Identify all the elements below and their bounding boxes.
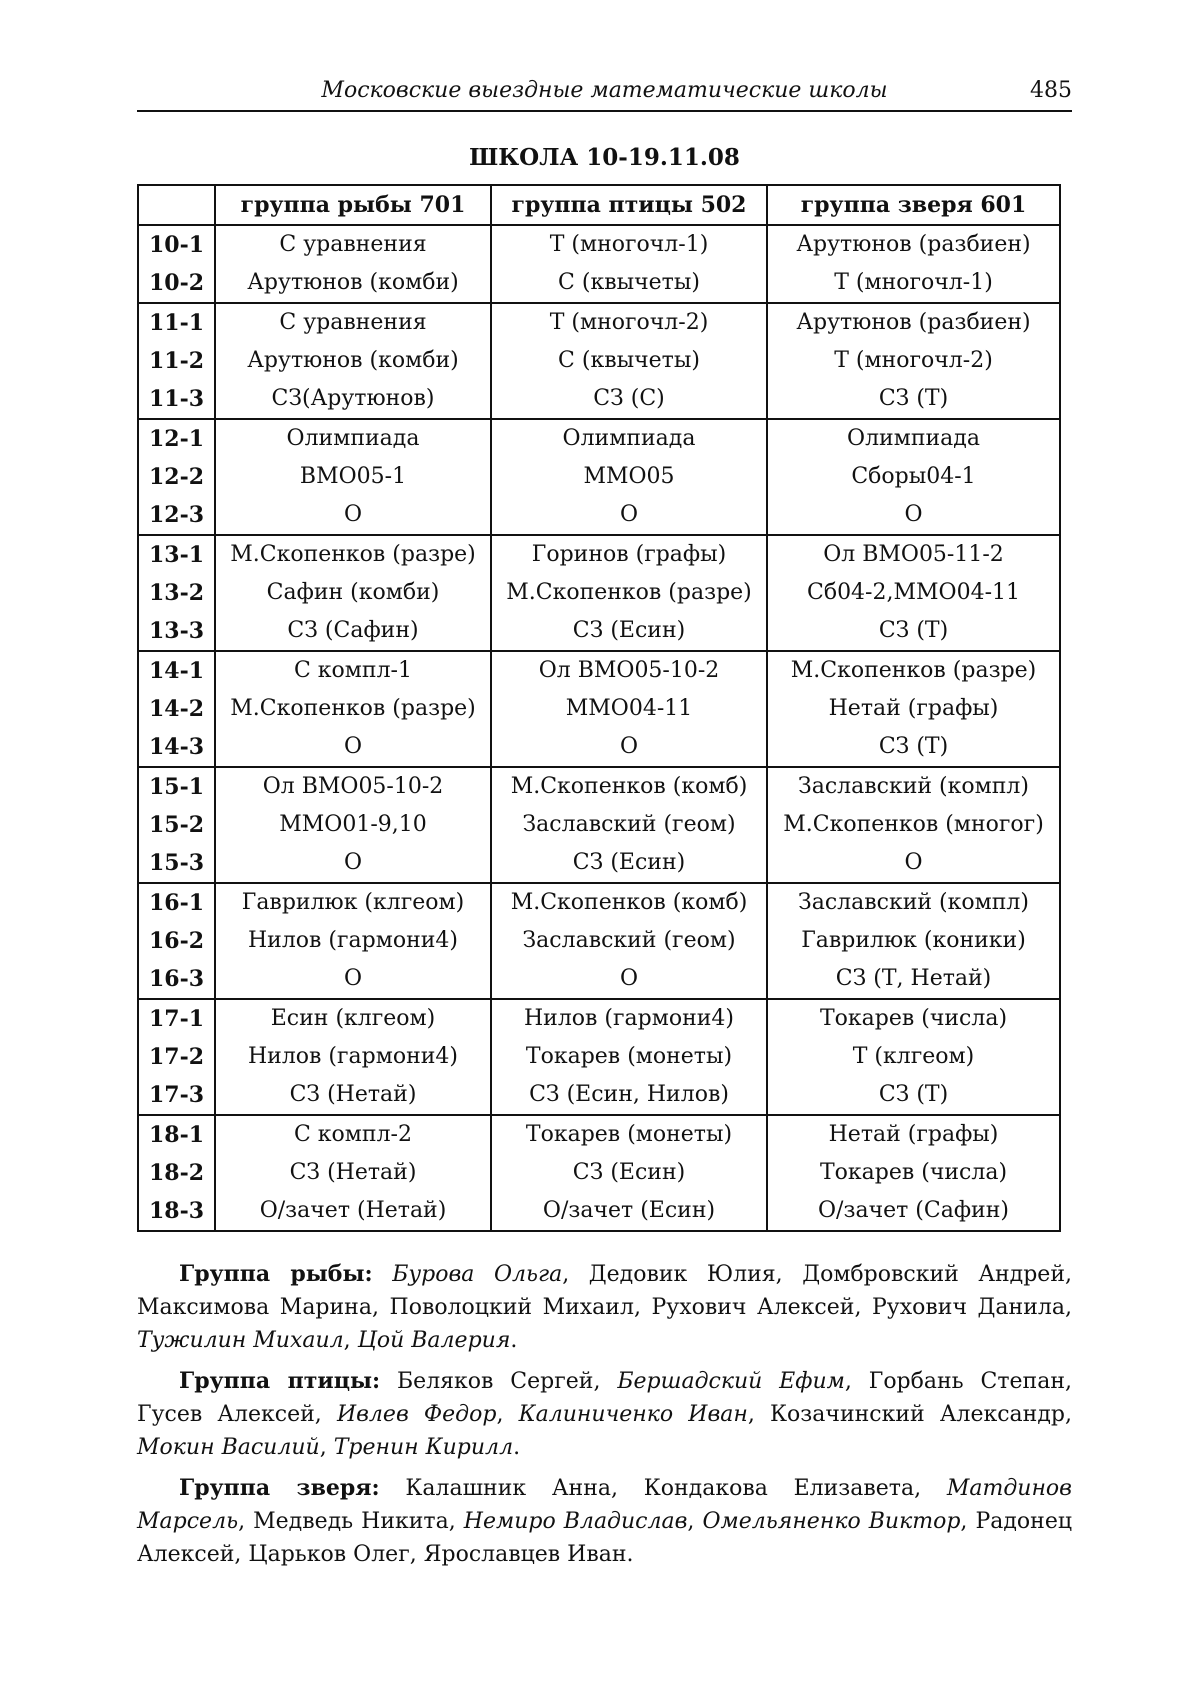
schedule-body [138, 225, 1060, 1231]
lesson-cell: СЗ (Есин) [491, 844, 767, 883]
column-header-fish-group: группа рыбы 701 [215, 185, 491, 225]
lesson-cell: М.Скопенков (комб) [491, 767, 767, 806]
slot-cell: 13-3 [138, 612, 215, 651]
table-row [138, 651, 1060, 690]
lesson-cell: О/зачет (Сафин) [767, 1192, 1060, 1231]
table-row [138, 960, 1060, 999]
lesson-cell: СЗ (Т) [767, 612, 1060, 651]
student-name: Бершадский Ефим [617, 1369, 845, 1394]
lesson-cell: Заславский (компл) [767, 767, 1060, 806]
student-name: Ивлев Федор [336, 1402, 497, 1427]
slot-cell: 11-2 [138, 342, 215, 380]
lesson-cell: Т (многочл-2) [767, 342, 1060, 380]
lesson-cell: М.Скопенков (разре) [767, 651, 1060, 690]
running-title: Московские выездные математические школы [321, 78, 888, 103]
group-paragraph: Группа рыбы: Бурова Ольга, Дедовик Юлия, Домбровский Андрей, Максимова Марина, Поволоцкий Михаил, Рухович Алексей, Рухович Данила, Тужилин Михаил, Цой Валерия. [137, 1261, 1072, 1353]
lesson-cell: Заславский (геом) [491, 806, 767, 844]
slot-cell: 15-3 [138, 844, 215, 883]
lesson-cell: ММО01-9,10 [215, 806, 491, 844]
slot-cell: 12-2 [138, 458, 215, 496]
lesson-cell: О [215, 496, 491, 535]
lesson-cell: Т (многочл-2) [491, 303, 767, 342]
student-name: Медведь Никита [253, 1509, 449, 1534]
table-row [138, 380, 1060, 419]
student-name: Тужилин Михаил [137, 1328, 344, 1353]
slot-cell: 16-2 [138, 922, 215, 960]
group-label: Группа рыбы: [179, 1261, 373, 1287]
lesson-cell: ММО05 [491, 458, 767, 496]
slot-cell: 15-1 [138, 767, 215, 806]
lesson-cell: Заславский (компл) [767, 883, 1060, 922]
lesson-cell: Олимпиада [491, 419, 767, 458]
column-header-slot [138, 185, 215, 225]
slot-cell: 17-3 [138, 1076, 215, 1115]
table-row [138, 458, 1060, 496]
lesson-cell: Арутюнов (комби) [215, 264, 491, 303]
lesson-cell: Токарев (числа) [767, 1154, 1060, 1192]
lesson-cell: Нилов (гармони4) [491, 999, 767, 1038]
lesson-cell: О/зачет (Нетай) [215, 1192, 491, 1231]
table-row [138, 496, 1060, 535]
lesson-cell: СЗ (Есин) [491, 1154, 767, 1192]
group-label: Группа птицы: [179, 1368, 381, 1394]
slot-cell: 16-1 [138, 883, 215, 922]
slot-cell: 17-2 [138, 1038, 215, 1076]
table-row [138, 883, 1060, 922]
table-row [138, 225, 1060, 264]
lesson-cell: СЗ (Т) [767, 1076, 1060, 1115]
lesson-cell: О [215, 728, 491, 767]
lesson-cell: С (квычеты) [491, 342, 767, 380]
student-name: Цой Валерия [357, 1328, 511, 1353]
slot-cell: 14-2 [138, 690, 215, 728]
running-head [137, 70, 1072, 112]
table-row [138, 264, 1060, 303]
slot-cell: 14-1 [138, 651, 215, 690]
table-row [138, 844, 1060, 883]
table-row [138, 806, 1060, 844]
lesson-cell: Токарев (монеты) [491, 1115, 767, 1154]
lesson-cell: СЗ(Арутюнов) [215, 380, 491, 419]
lesson-cell: Токарев (монеты) [491, 1038, 767, 1076]
lesson-cell: О [215, 960, 491, 999]
table-title: ШКОЛА 10-19.11.08 [469, 144, 740, 171]
lesson-cell: СЗ (Есин) [491, 612, 767, 651]
lesson-cell: Горинов (графы) [491, 535, 767, 574]
lesson-cell: С компл-2 [215, 1115, 491, 1154]
lesson-cell: Ол ВМО05-11-2 [767, 535, 1060, 574]
lesson-cell: О [491, 496, 767, 535]
lesson-cell: СЗ (Т, Нетай) [767, 960, 1060, 999]
lesson-cell: Нетай (графы) [767, 1115, 1060, 1154]
slot-cell: 11-1 [138, 303, 215, 342]
table-row [138, 922, 1060, 960]
lesson-cell: Т (многочл-1) [491, 225, 767, 264]
student-name: Горбань Степан [868, 1369, 1065, 1394]
lesson-cell: СЗ (Т) [767, 380, 1060, 419]
group-paragraph: Группа птицы: Беляков Сергей, Бершадский Ефим, Горбань Степан, Гусев Алексей, Ивлев Федор, Калиниченко Иван, Козачинский Александр, Мокин Василий, Тренин Кирилл. [137, 1368, 1072, 1460]
table-row [138, 1076, 1060, 1115]
lesson-cell: О [215, 844, 491, 883]
lesson-cell: СЗ (Т) [767, 728, 1060, 767]
document-page [137, 70, 1072, 1579]
lesson-cell: О/зачет (Есин) [491, 1192, 767, 1231]
lesson-cell: ММО04-11 [491, 690, 767, 728]
student-name: Рухович Данила [872, 1295, 1065, 1320]
lesson-cell: Нетай (графы) [767, 690, 1060, 728]
student-name: Матдинов Марсель [137, 1476, 1072, 1534]
lesson-cell: О [491, 728, 767, 767]
schedule-table [137, 184, 1061, 1232]
lesson-cell: С уравнения [215, 303, 491, 342]
slot-cell: 18-2 [138, 1154, 215, 1192]
table-row [138, 690, 1060, 728]
lesson-cell: Сборы04-1 [767, 458, 1060, 496]
table-row [138, 1192, 1060, 1231]
slot-cell: 15-2 [138, 806, 215, 844]
slot-cell: 13-2 [138, 574, 215, 612]
lesson-cell: Гаврилюк (коники) [767, 922, 1060, 960]
student-name: Тренин Кирилл [333, 1435, 514, 1460]
table-row [138, 1038, 1060, 1076]
student-name: Гусев Алексей [137, 1402, 315, 1427]
student-name: Домбровский Андрей [802, 1262, 1065, 1287]
lesson-cell: Т (клгеом) [767, 1038, 1060, 1076]
student-name: Омельяненко Виктор [702, 1509, 961, 1534]
table-row [138, 574, 1060, 612]
student-name: Беляков Сергей [397, 1369, 594, 1394]
student-name: Мокин Василий [137, 1435, 320, 1460]
lesson-cell: Гаврилюк (клгеом) [215, 883, 491, 922]
student-name: Поволоцкий Михаил [389, 1295, 634, 1320]
table-row [138, 1115, 1060, 1154]
slot-cell: 10-2 [138, 264, 215, 303]
student-name: Царьков Олег [248, 1542, 410, 1567]
lesson-cell: М.Скопенков (разре) [215, 690, 491, 728]
slot-cell: 16-3 [138, 960, 215, 999]
lesson-cell: М.Скопенков (разре) [491, 574, 767, 612]
table-row [138, 728, 1060, 767]
lesson-cell: Сб04-2,ММО04-11 [767, 574, 1060, 612]
lesson-cell: ВМО05-1 [215, 458, 491, 496]
table-row [138, 1154, 1060, 1192]
slot-cell: 13-1 [138, 535, 215, 574]
lesson-cell: Т (многочл-1) [767, 264, 1060, 303]
student-name: Кондакова Елизавета [643, 1476, 915, 1501]
slot-cell: 11-3 [138, 380, 215, 419]
table-row [138, 342, 1060, 380]
student-name: Калашник Анна [405, 1476, 611, 1501]
lesson-cell: СЗ (Нетай) [215, 1076, 491, 1115]
lesson-cell: СЗ (Нетай) [215, 1154, 491, 1192]
lesson-cell: Токарев (числа) [767, 999, 1060, 1038]
slot-cell: 14-3 [138, 728, 215, 767]
table-row [138, 999, 1060, 1038]
column-header-birds-group: группа птицы 502 [491, 185, 767, 225]
group-label: Группа зверя: [179, 1475, 380, 1501]
lesson-cell: М.Скопенков (разре) [215, 535, 491, 574]
lesson-cell: Сафин (комби) [215, 574, 491, 612]
lesson-cell: Ол ВМО05-10-2 [491, 651, 767, 690]
slot-cell: 18-3 [138, 1192, 215, 1231]
lesson-cell: Заславский (геом) [491, 922, 767, 960]
page-number: 485 [1030, 78, 1072, 103]
table-header-row [138, 185, 1060, 225]
lesson-cell: Олимпиада [767, 419, 1060, 458]
lesson-cell: С уравнения [215, 225, 491, 264]
student-name: Радонец Алексей [137, 1509, 1073, 1567]
lesson-cell: О [767, 496, 1060, 535]
student-name: Калиниченко Иван [518, 1402, 748, 1427]
slot-cell: 12-1 [138, 419, 215, 458]
lesson-cell: Арутюнов (разбиен) [767, 303, 1060, 342]
table-row [138, 535, 1060, 574]
lesson-cell: С компл-1 [215, 651, 491, 690]
student-name: Максимова Марина [137, 1295, 372, 1320]
lesson-cell: Нилов (гармони4) [215, 922, 491, 960]
group-lists [137, 1258, 1072, 1571]
lesson-cell: С (квычеты) [491, 264, 767, 303]
table-row [138, 419, 1060, 458]
lesson-cell: СЗ (Сафин) [215, 612, 491, 651]
lesson-cell: М.Скопенков (многог) [767, 806, 1060, 844]
lesson-cell: Ол ВМО05-10-2 [215, 767, 491, 806]
lesson-cell: М.Скопенков (комб) [491, 883, 767, 922]
student-name: Ярославцев Иван [423, 1542, 627, 1567]
lesson-cell: О [767, 844, 1060, 883]
lesson-cell: СЗ (Есин, Нилов) [491, 1076, 767, 1115]
table-row [138, 303, 1060, 342]
slot-cell: 18-1 [138, 1115, 215, 1154]
lesson-cell: Арутюнов (комби) [215, 342, 491, 380]
student-name: Немиро Владислав [463, 1509, 688, 1534]
lesson-cell: Нилов (гармони4) [215, 1038, 491, 1076]
slot-cell: 12-3 [138, 496, 215, 535]
lesson-cell: Арутюнов (разбиен) [767, 225, 1060, 264]
slot-cell: 17-1 [138, 999, 215, 1038]
group-paragraph: Группа зверя: Калашник Анна, Кондакова Елизавета, Матдинов Марсель, Медведь Никита, Немиро Владислав, Омельяненко Виктор, Радонец Алексей, Царьков Олег, Ярославцев Иван. [137, 1475, 1073, 1567]
student-name: Дедовик Юлия [588, 1262, 776, 1287]
student-name: Козачинский Александр [770, 1402, 1065, 1427]
lesson-cell: О [491, 960, 767, 999]
student-name: Бурова Ольга [392, 1262, 563, 1287]
table-row [138, 767, 1060, 806]
slot-cell: 10-1 [138, 225, 215, 264]
lesson-cell: Олимпиада [215, 419, 491, 458]
lesson-cell: СЗ (С) [491, 380, 767, 419]
table-row [138, 612, 1060, 651]
column-header-beasts-group: группа зверя 601 [767, 185, 1060, 225]
student-name: Рухович Алексей [651, 1295, 855, 1320]
lesson-cell: Есин (клгеом) [215, 999, 491, 1038]
